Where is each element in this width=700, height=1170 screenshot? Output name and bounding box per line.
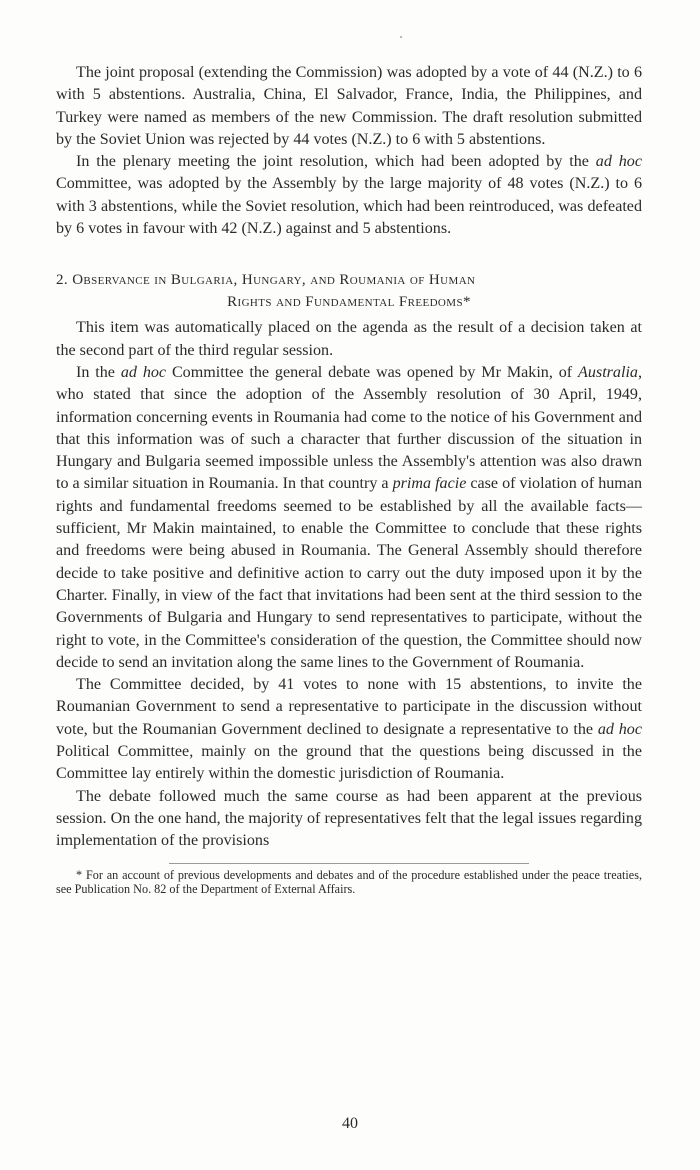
- text-run: The Committee decided, by 41 votes to none with 15 abstentions, to invite the Roumanian Government to send a representative to participate in the discussion without vote, but the Roumanian Government declined to designate a representative to the: [56, 676, 642, 738]
- paragraph-committee-decision: [56, 674, 642, 785]
- text-run: In the: [76, 363, 121, 381]
- text-run: case of violation of human rights and fundamental freedoms seemed to be established by all the available facts—sufficient, Mr Makin maintained, to enable the Committee to conclude that these rights and freedoms were being abused in Roumania. The General Assembly should therefore decide to take positive and definitive action to carry out the duty imposed upon it by the Charter. Finally, in view of the fact that invitations had been sent at the third session to the Governments of Bulgaria and Hungary to send representatives to participate, without the right to vote, in the Committee's consideration of the question, the Committee should now decide to send an invitation along the same lines to the Government of Roumania.: [56, 475, 643, 671]
- paragraph-debate-course: The debate followed much the same course as had been apparent at the previous session. On the one hand, the majority of representatives felt that the legal issues regarding implementation of the provisions: [56, 787, 642, 850]
- italic-ad-hoc: ad hoc: [120, 363, 167, 381]
- paragraph-agenda-item: This item was automatically placed on the agenda as the result of a decision taken at the second part of the third regular session.: [56, 319, 642, 359]
- italic-ad-hoc: ad hoc: [597, 720, 642, 738]
- italic-ad-hoc: ad hoc: [595, 153, 642, 171]
- section-body: [56, 317, 642, 852]
- italic-prima-facie: prima facie: [392, 475, 467, 493]
- paragraph-joint-proposal: The joint proposal (extending the Commission) was adopted by a vote of 44 (N.Z.) to 6 with 5 abstentions. Australia, China, El Salvador, France, India, the Philippines, and Turkey were named as members of the new Commission. The draft resolution submitted by the Soviet Union was rejected by 44 votes (N.Z.) to 6 with 5 abstentions.: [56, 64, 642, 148]
- text-run: Political Committee, mainly on the ground that the questions being discussed in the Committee lay entirely within the domestic jurisdiction of Roumania.: [56, 743, 642, 783]
- section-heading-line-2: Rights and Fundamental Freedoms*: [227, 294, 471, 311]
- paragraph-general-debate: [56, 362, 642, 674]
- page-number: 40: [342, 1115, 358, 1132]
- footnote: * For an account of previous developments and debates and of the procedure established under the peace treaties, see Publication No. 82 of the Department of External Affairs.: [56, 867, 642, 896]
- scan-speck: [400, 36, 402, 38]
- italic-australia: Australia: [578, 363, 638, 381]
- text-run: Committee the general debate was opened by Mr Makin, of: [166, 363, 579, 381]
- paragraph-plenary-meeting: [56, 151, 642, 240]
- section-heading: [56, 269, 642, 313]
- text-run: , who stated that since the adoption of the Assembly resolution of 30 April, 1949, information concerning events in Roumania had come to the notice of his Government and that this information was of such a character that further discussion of the situation in Hungary and Bulgaria seemed impossible unless the Assembly's attention was also drawn to a similar situation in Roumania. In that country a: [56, 363, 642, 493]
- text-run: In the plenary meeting the joint resolution, which had been adopted by the: [76, 153, 596, 171]
- footnote-rule: [169, 863, 529, 864]
- text-run: Committee, was adopted by the Assembly by the large majority of 48 votes (N.Z.) to 6 with 3 abstentions, while the Soviet resolution, which had been reintroduced, was defeated by 6 votes in favour with 42 (N.Z.) against and 5 abstentions.: [56, 175, 642, 238]
- section-heading-line-1: 2. Observance in Bulgaria, Hungary, and Roumania of Human: [56, 272, 476, 289]
